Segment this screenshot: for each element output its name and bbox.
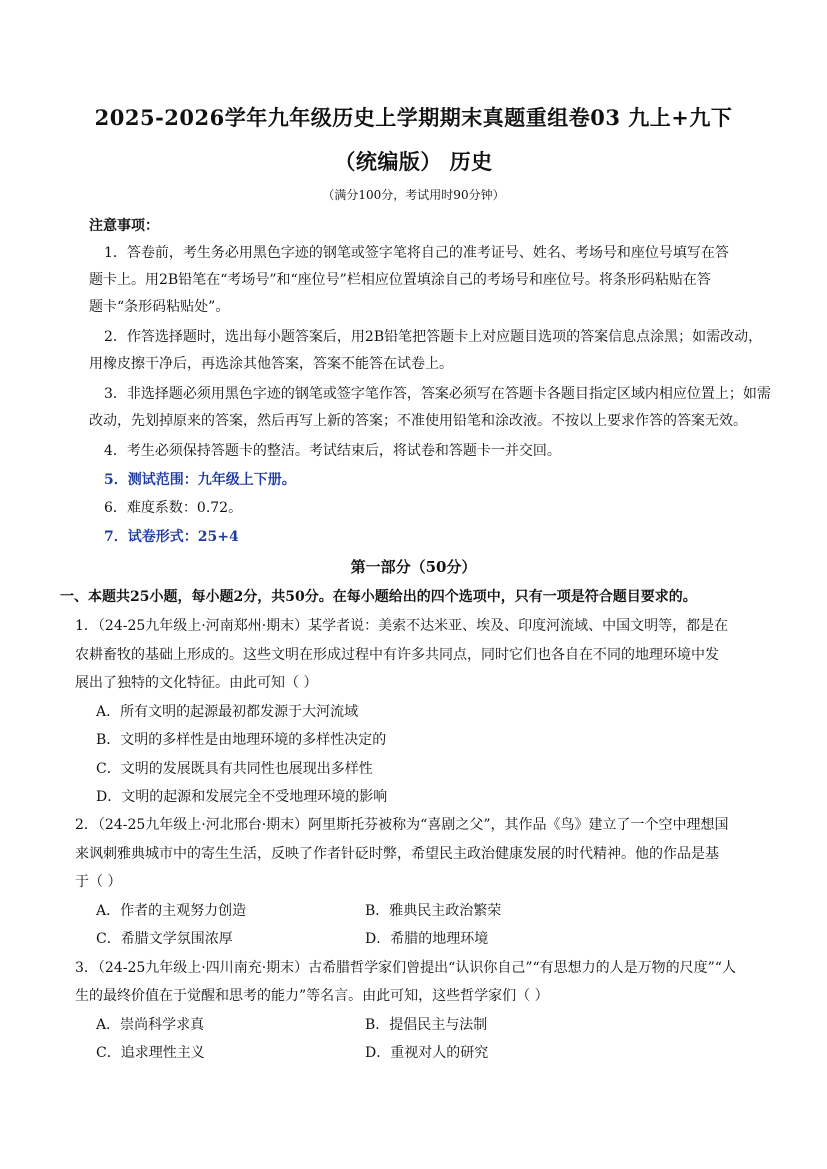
note-test-range: 5．测试范围：九年级上下册。 bbox=[104, 472, 296, 488]
exam-title-line1: 2025-2026学年九年级历史上学期期末真题重组卷03 九上+九下 bbox=[94, 105, 733, 130]
exam-subtitle: （满分100分，考试用时90分钟） bbox=[322, 188, 505, 202]
note-line: 用橡皮擦干净后，再选涂其他答案，答案不能答在试卷上。 bbox=[89, 356, 453, 372]
question-2-option-d: D．希腊的地理环境 bbox=[365, 931, 489, 947]
section-title: 第一部分（50分） bbox=[350, 558, 477, 576]
question-1-option-d: D．文明的起源和发展完全不受地理环境的影响 bbox=[96, 789, 388, 805]
question-1-line: 农耕畜牧的基础上形成的。这些文明在形成过程中有许多共同点，同时它们也各自在不同的地理环境中发 bbox=[75, 647, 719, 663]
question-2-option-a: A．作者的主观努力创造 bbox=[96, 903, 247, 919]
note-line: 4．考生必须保持答题卡的整洁。考试结束后，将试卷和答题卡一并交回。 bbox=[104, 443, 561, 459]
note-line: 题卡上。用2B铅笔在“考场号”和“座位号”栏相应位置填涂自己的考场号和座位号。将条形码粘贴在答 bbox=[89, 272, 711, 288]
question-2-line: 来讽刺雅典城市中的寄生生活，反映了作者针砭时弊，希望民主政治健康发展的时代精神。他的作品是基 bbox=[75, 846, 719, 862]
part-intro: 一、本题共25小题，每小题2分，共50分。在每小题给出的四个选项中，只有一项是符合题目要求的。 bbox=[60, 589, 697, 605]
question-3-option-c: C．追求理性主义 bbox=[96, 1045, 205, 1061]
note-line: 2．作答选择题时，选出每小题答案后，用2B铅笔把答题卡上对应题目选项的答案信息点涂黑；如需改动， bbox=[104, 329, 763, 345]
question-2-option-b: B．雅典民主政治繁荣 bbox=[365, 903, 502, 919]
notes-heading: 注意事项： bbox=[89, 218, 159, 234]
exam-title-line2: （统编版） 历史 bbox=[334, 149, 493, 174]
note-format: 7．试卷形式：25+4 bbox=[104, 529, 239, 545]
question-1-option-a: A．所有文明的起源最初都发源于大河流域 bbox=[96, 704, 359, 720]
question-1-option-b: B．文明的多样性是由地理环境的多样性决定的 bbox=[96, 732, 387, 748]
note-difficulty: 6．难度系数：0.72。 bbox=[104, 500, 243, 516]
question-1-line: 1．（24-25九年级上·河南郑州·期末）某学者说：美索不达米亚、埃及、印度河流域、中国文明等，都是在 bbox=[75, 618, 729, 634]
question-1-option-c: C．文明的发展既具有共同性也展现出多样性 bbox=[96, 761, 373, 777]
question-2-line: 2．（24-25九年级上·河北邢台·期末）阿里斯托芬被称为“喜剧之父”，其作品《鸟》建立了一个空中理想国 bbox=[75, 817, 729, 833]
question-3-line: 生的最终价值在于觉醒和思考的能力”等名言。由此可知，这些哲学家们（ ） bbox=[75, 988, 549, 1004]
note-line: 改动，先划掉原来的答案，然后再写上新的答案；不准使用铅笔和涂改液。不按以上要求作答的答案无效。 bbox=[89, 413, 747, 429]
note-line: 3．非选择题必须用黑色字迹的钢笔或签字笔作答，答案必须写在答题卡各题目指定区域内相应位置上；如需 bbox=[104, 386, 771, 402]
question-3-option-a: A．崇尚科学求真 bbox=[96, 1017, 205, 1033]
question-3-option-d: D．重视对人的研究 bbox=[365, 1045, 489, 1061]
question-3-option-b: B．提倡民主与法制 bbox=[365, 1017, 488, 1033]
question-3-line: 3．（24-25九年级上·四川南充·期末）古希腊哲学家们曾提出“认识你自己”“有思想力的人是万物的尺度”“人 bbox=[75, 960, 736, 976]
note-line: 1．答卷前，考生务必用黑色字迹的钢笔或签字笔将自己的准考证号、姓名、考场号和座位号填写在答 bbox=[104, 245, 729, 261]
question-1-line: 展出了独特的文化特征。由此可知（ ） bbox=[75, 675, 318, 691]
note-line: 题卡“条形码粘贴处”。 bbox=[89, 299, 230, 315]
question-2-option-c: C．希腊文学氛围浓厚 bbox=[96, 931, 233, 947]
question-2-line: 于（ ） bbox=[75, 874, 122, 890]
